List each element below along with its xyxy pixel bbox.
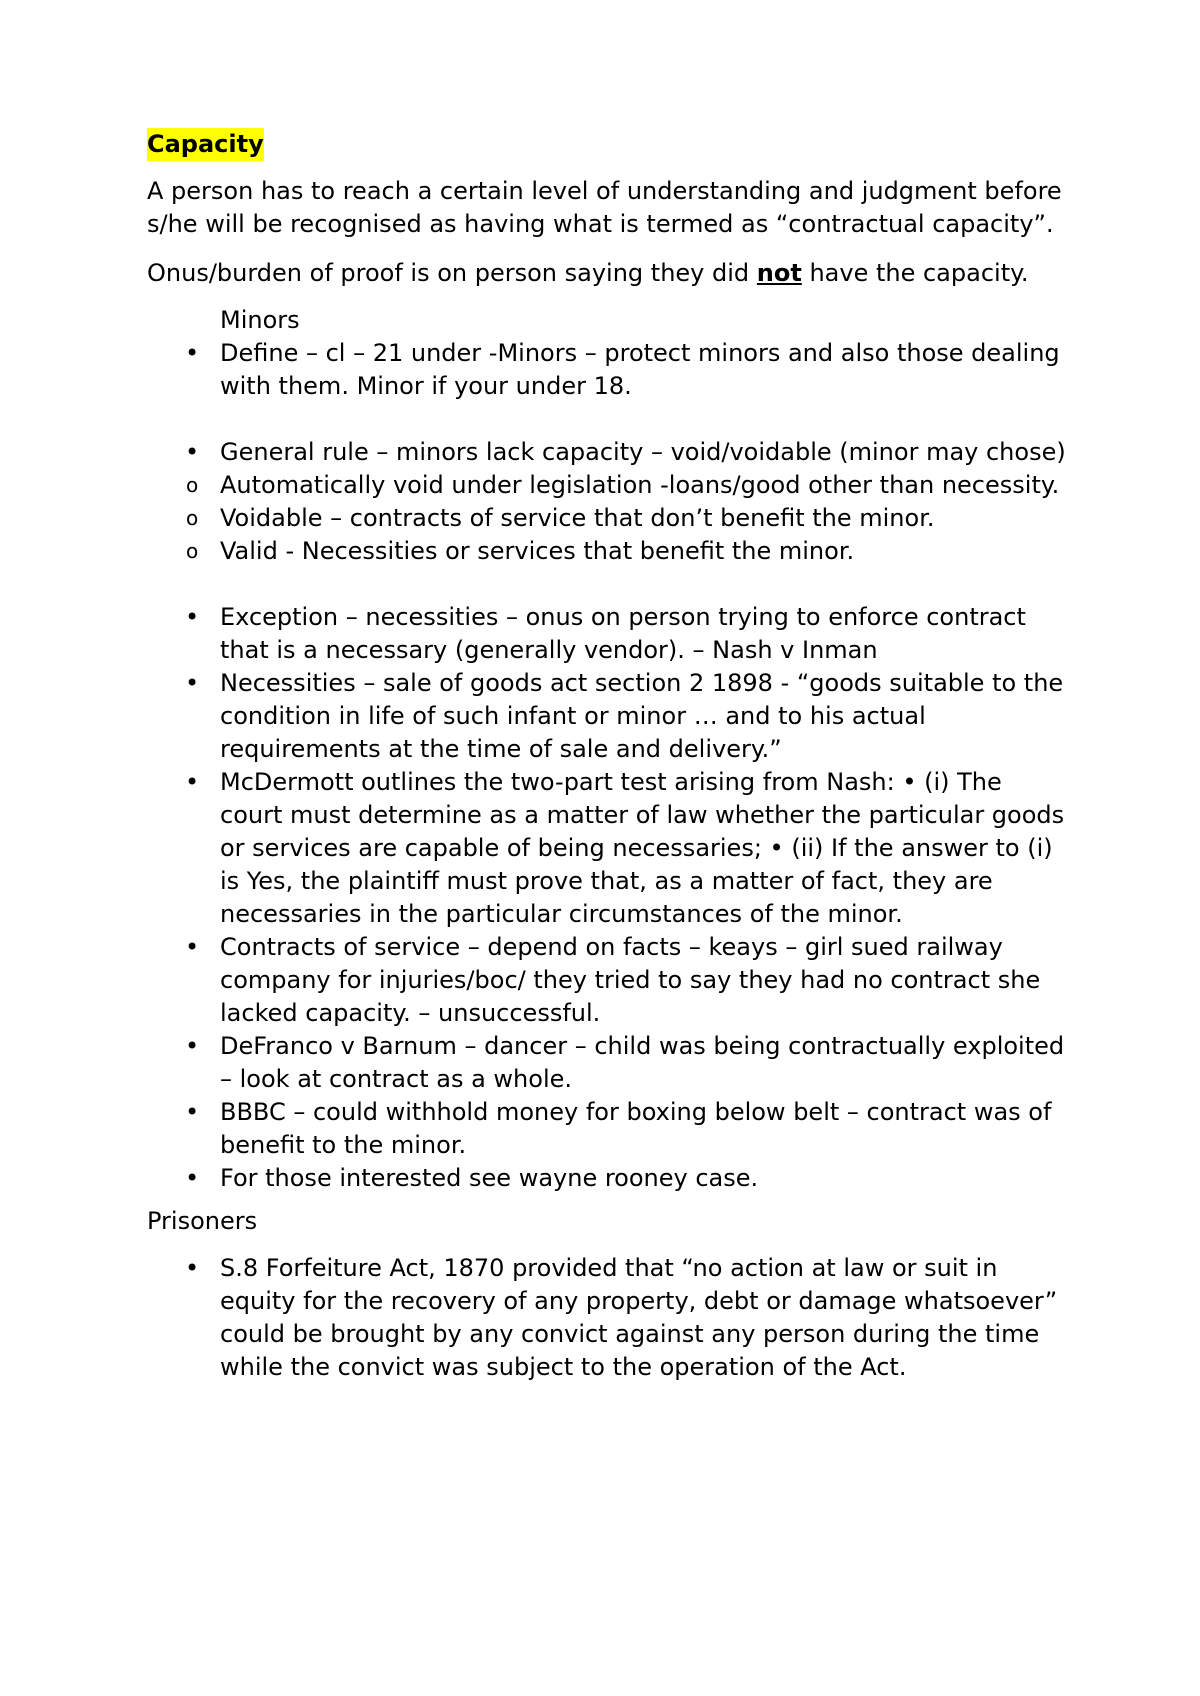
list-item-text: Necessities – sale of goods act section 2 1898 - “goods suitable to the condition in life of such infant or minor … and to his actual requirements at the time of sale and delivery.”	[220, 669, 1064, 763]
list-item-text: S.8 Forfeiture Act, 1870 provided that “no action at law or suit in equity for the recovery of any property, debt or damage whatsoever” could be brought by any convict against any person during the time while the convict was subject to the operation of the Act.	[220, 1254, 1058, 1381]
list-item	[147, 601, 1067, 667]
list-item	[147, 1162, 1067, 1195]
sub-list-item-text: Voidable – contracts of service that don’t benefit the minor.	[220, 504, 935, 532]
list-item-text: BBBC – could withhold money for boxing below belt – contract was of benefit to the minor.	[220, 1098, 1052, 1159]
list-item-text: DeFranco v Barnum – dancer – child was being contractually exploited – look at contract as a whole.	[220, 1032, 1065, 1093]
bullet-icon: •	[185, 603, 200, 631]
list-item-text: Contracts of service – depend on facts – keays – girl sued railway company for injuries/boc/ they tried to say they had no contract she lacked capacity. – unsuccessful.	[220, 933, 1041, 1027]
bullet-icon: •	[185, 933, 200, 961]
bullet-icon: •	[185, 669, 200, 697]
document-page	[147, 128, 1067, 1384]
section-heading-capacity: Capacity	[147, 128, 264, 161]
bullet-icon: •	[185, 1098, 200, 1126]
list-item	[147, 1030, 1067, 1096]
bullet-icon: •	[185, 768, 200, 796]
list-item-text: General rule – minors lack capacity – void/voidable (minor may chose)	[220, 438, 1066, 466]
onus-emphasis: not	[756, 259, 802, 287]
list-item	[147, 436, 1067, 469]
subheading-prisoners: Prisoners	[147, 1207, 258, 1235]
bullet-icon: •	[185, 438, 200, 466]
bullet-icon: •	[185, 1032, 200, 1060]
circle-bullet-icon: o	[186, 473, 199, 497]
onus-text-before: Onus/burden of proof is on person saying they did	[147, 259, 757, 287]
bullet-icon: •	[185, 1254, 200, 1282]
list-item	[147, 931, 1067, 1030]
list-item	[147, 1252, 1067, 1384]
list-item-text: Define – cl – 21 under -Minors – protect minors and also those dealing with them. Minor if your under 18.	[220, 339, 1060, 400]
list-item	[147, 337, 1067, 403]
list-item-text: McDermott outlines the two-part test arising from Nash: • (i) The court must determine as a matter of law whether the particular goods or services are capable of being necessaries; • (ii) If the answer to (i) is Yes, the plaintiff must prove that, as a matter of fact, they are necessaries in the particular circumstances of the minor.	[220, 768, 1065, 928]
subheading-minors: Minors	[220, 306, 300, 334]
minors-list	[147, 337, 1067, 469]
sub-list-item	[186, 502, 1067, 535]
minors-list-continued	[147, 601, 1067, 1195]
list-item-text: Exception – necessities – onus on person trying to enforce contract that is a necessary (generally vendor). – Nash v Inman	[220, 603, 1026, 664]
onus-text-after: have the capacity.	[801, 259, 1029, 287]
onus-paragraph	[147, 257, 1067, 290]
minors-sub-list	[186, 469, 1067, 568]
prisoners-list	[147, 1252, 1067, 1384]
sub-list-item	[186, 535, 1067, 568]
sub-list-item-text: Automatically void under legislation -loans/good other than necessity.	[220, 471, 1060, 499]
bullet-icon: •	[185, 1164, 200, 1192]
list-item-text: For those interested see wayne rooney case.	[220, 1164, 759, 1192]
bullet-icon: •	[185, 339, 200, 367]
intro-paragraph: A person has to reach a certain level of understanding and judgment before s/he will be recognised as having what is termed as “contractual capacity”.	[147, 177, 1062, 238]
list-item	[147, 1096, 1067, 1162]
list-item	[147, 667, 1067, 766]
sub-list-item	[186, 469, 1067, 502]
circle-bullet-icon: o	[186, 506, 199, 530]
circle-bullet-icon: o	[186, 539, 199, 563]
list-item	[147, 766, 1067, 931]
sub-list-item-text: Valid - Necessities or services that benefit the minor.	[220, 537, 855, 565]
